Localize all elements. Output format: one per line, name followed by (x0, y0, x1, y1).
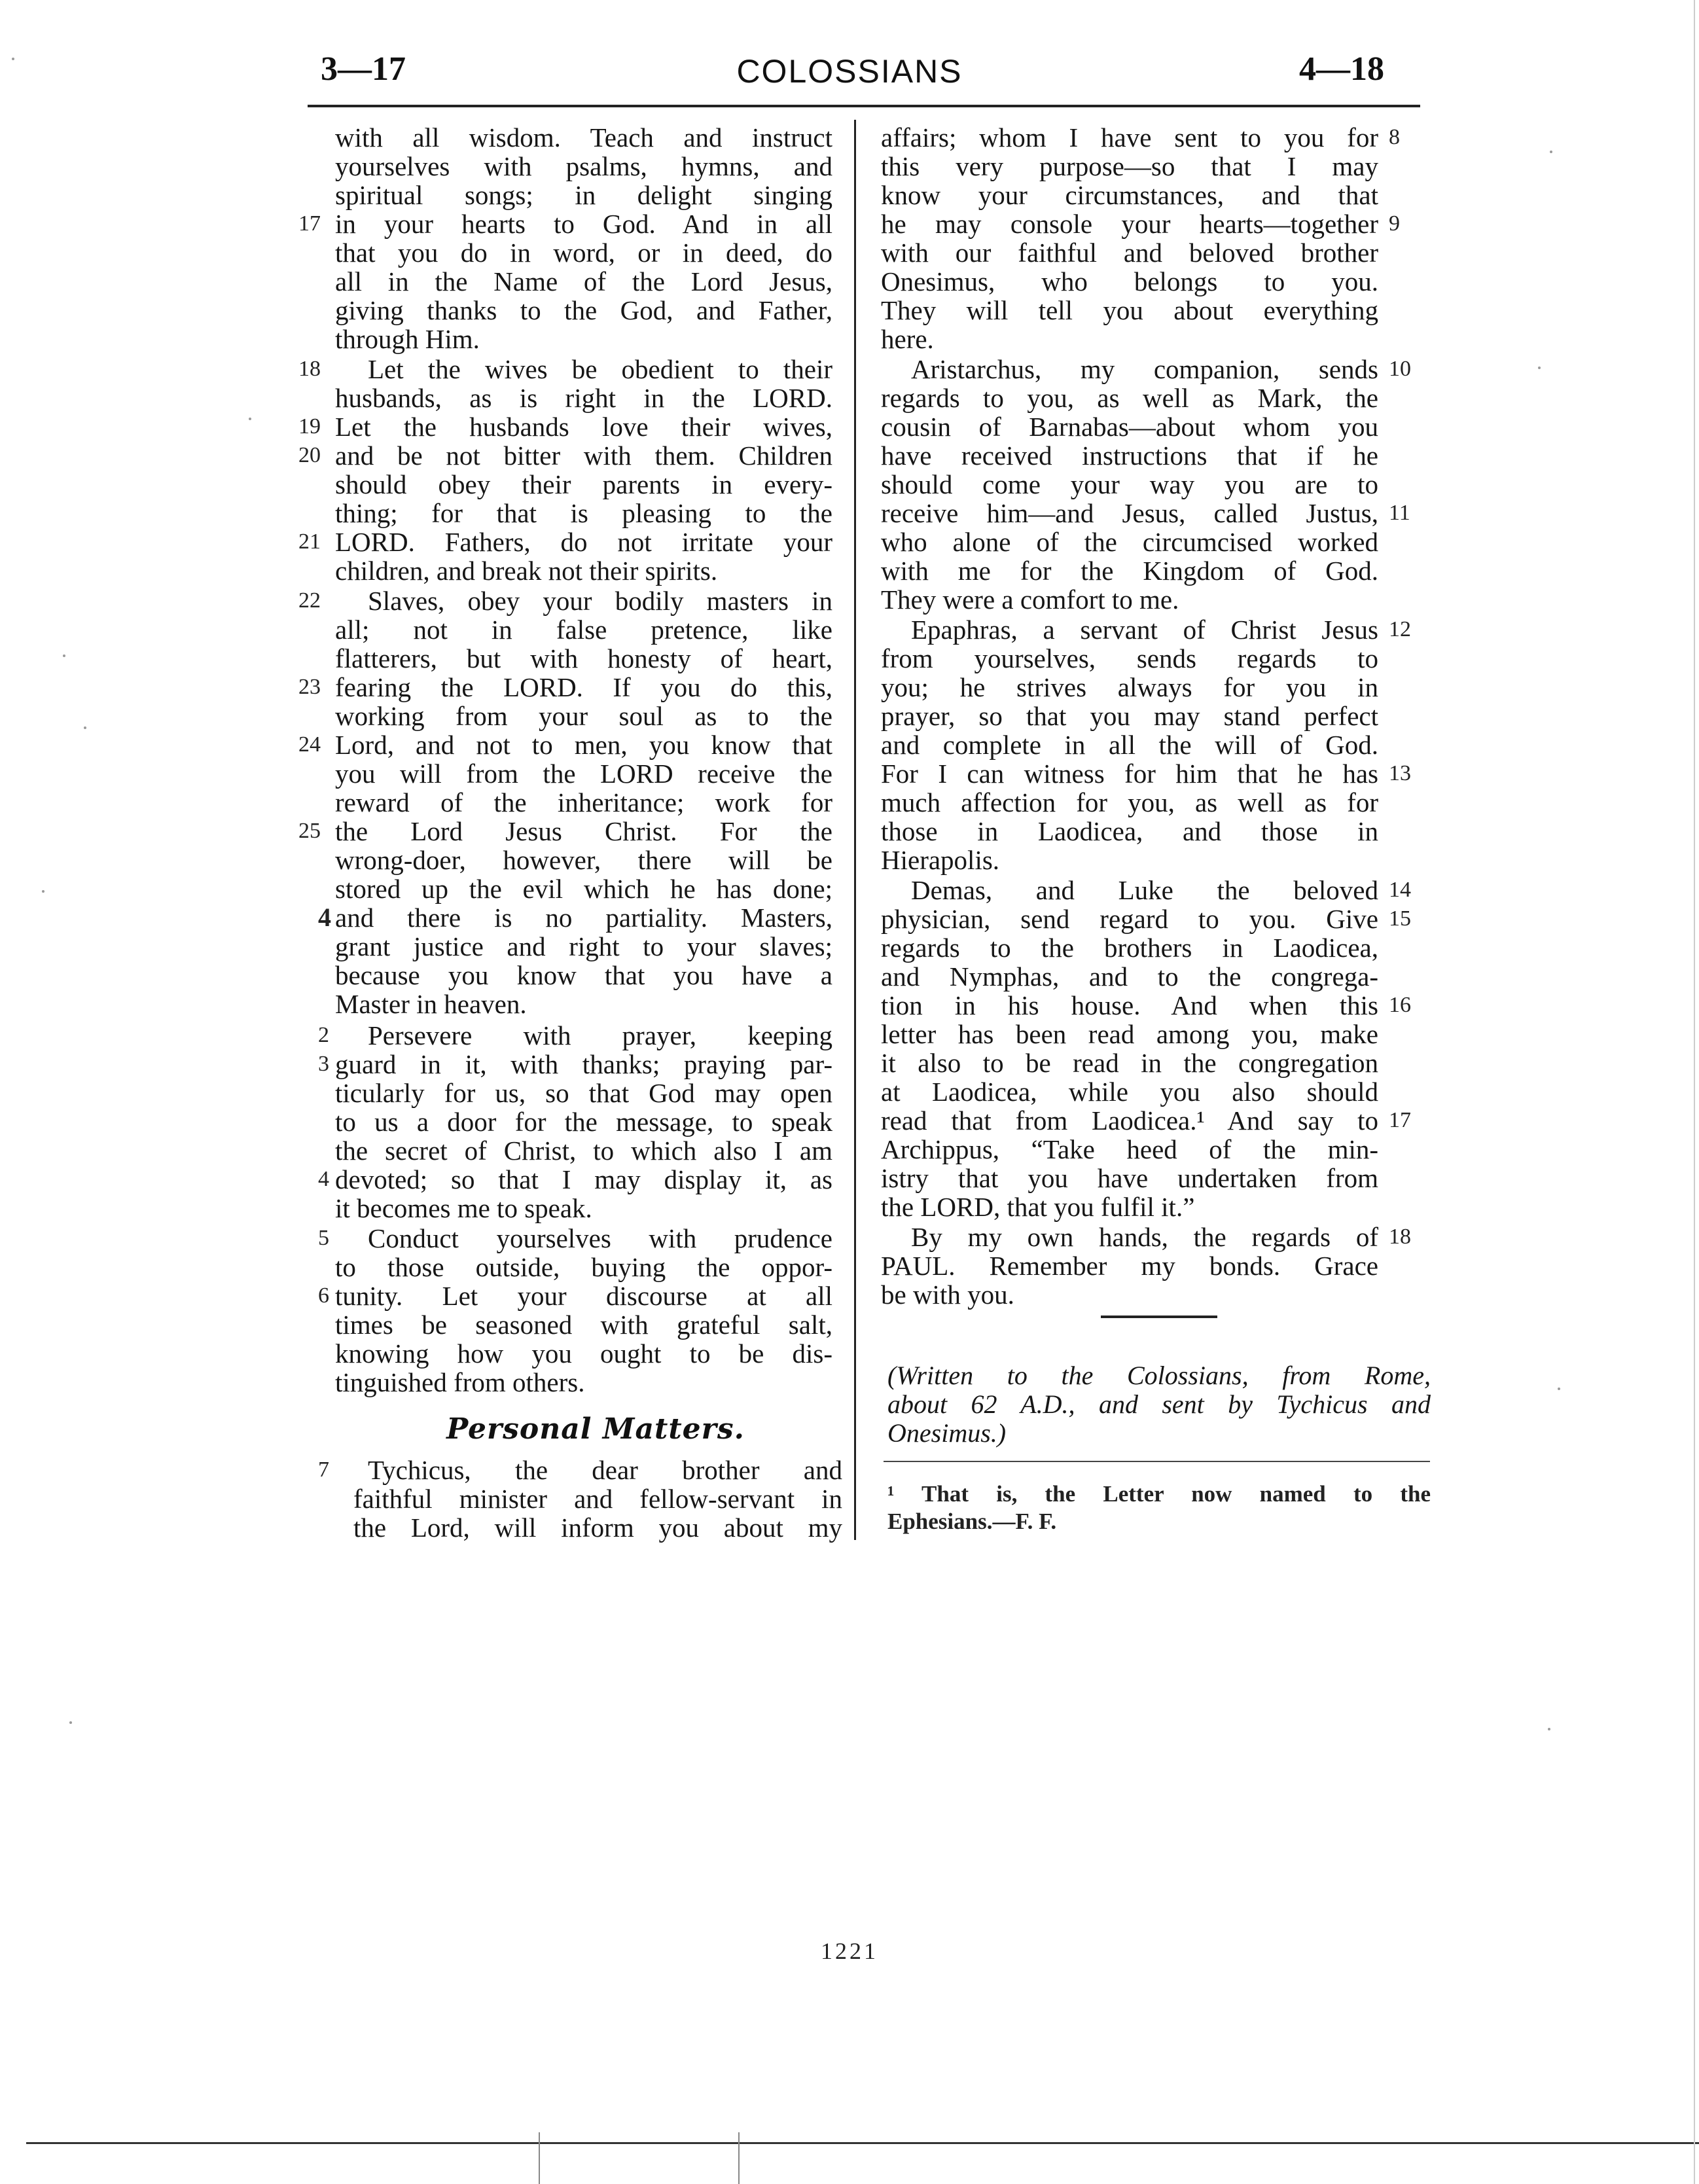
footnote-line: Ephesians.—F. F. (887, 1509, 1057, 1534)
text-line: in your hearts to God. And in all (335, 209, 832, 239)
text-line: should come your way you are to (881, 469, 1378, 499)
text-line: tion in his house. And when this (881, 990, 1378, 1020)
scan-mark (738, 2132, 740, 2184)
scan-speck (12, 58, 14, 60)
text-line: LORD. Fathers, do not irritate your (335, 527, 832, 557)
text-line: and Nymphas, and to the congrega- (881, 961, 1378, 992)
verse-number: 14 (1389, 878, 1411, 902)
text-line: all; not in false pretence, like (335, 615, 832, 645)
verse-number: 21 (298, 529, 321, 554)
text-line: Epaphras, a servant of Christ Jesus (911, 615, 1378, 645)
text-line: physician, send regard to you. Give (881, 904, 1378, 934)
text-line: and complete in all the will of God. (881, 730, 1378, 760)
subscription-line: (Written to the Colossians, from Rome, (887, 1361, 1431, 1390)
text-line: wrong-doer, however, there will be (335, 845, 832, 875)
verse-number: 18 (298, 357, 321, 381)
text-line: know your circumstances, and that (881, 180, 1378, 210)
text-line: children, and break not their spirits. (335, 556, 718, 586)
verse-number: 4 (318, 1167, 329, 1191)
text-line: you will from the LORD receive the (335, 759, 832, 789)
text-line: who alone of the circumcised worked (881, 527, 1378, 557)
text-line: he may console your hearts—together (881, 209, 1378, 239)
text-line: and be not bitter with them. Children (335, 440, 832, 471)
text-line: Demas, and Luke the beloved (911, 875, 1378, 905)
text-line: that you do in word, or in deed, do (335, 238, 832, 268)
text-line: the secret of Christ, to which also I am (335, 1136, 832, 1166)
scan-speck (69, 1721, 72, 1724)
verse-number: 22 (298, 588, 321, 613)
text-line: from yourselves, sends regards to (881, 643, 1378, 673)
verse-number: 7 (318, 1458, 329, 1482)
page-number: 1221 (821, 1938, 878, 1964)
scan-speck (42, 890, 45, 893)
scan-speck (84, 726, 86, 729)
scan-speck (249, 418, 251, 420)
text-line: husbands, as is right in the LORD. (335, 383, 832, 413)
subscription-line: Onesimus.) (887, 1418, 1007, 1448)
text-line: prayer, so that you may stand perfect (881, 701, 1378, 731)
text-line: the Lord Jesus Christ. For the (335, 816, 832, 846)
closing-rule (1101, 1316, 1217, 1318)
text-line: you; he strives always for you in (881, 672, 1378, 702)
text-line: Master in heaven. (335, 989, 527, 1019)
text-line: yourselves with psalms, hymns, and (335, 151, 832, 181)
footnote-rule (884, 1461, 1430, 1462)
verse-number: 10 (1389, 357, 1411, 381)
scan-right-edge (1694, 0, 1695, 2184)
text-line: Let the husbands love their wives, (335, 412, 832, 442)
scan-speck (1538, 367, 1541, 369)
text-line: faithful minister and fellow-servant in (353, 1484, 842, 1514)
text-line: istry that you have undertaken from (881, 1163, 1378, 1193)
text-line: devoted; so that I may display it, as (335, 1164, 832, 1194)
text-line: flatterers, but with honesty of heart, (335, 643, 832, 673)
running-head-left-reference: 3—17 (321, 50, 406, 88)
text-line: regards to you, as well as Mark, the (881, 383, 1378, 413)
verse-number: 6 (318, 1283, 329, 1308)
scan-speck (1550, 151, 1552, 153)
text-line: giving thanks to the God, and Father, (335, 295, 832, 325)
text-line: guard in it, with thanks; praying par- (335, 1049, 832, 1079)
text-line: with our faithful and beloved brother (881, 238, 1378, 268)
text-line: working from your soul as to the (335, 701, 832, 731)
text-line: stored up the evil which he has done; (335, 874, 832, 904)
header-rule (308, 105, 1420, 107)
verse-number: 25 (298, 819, 321, 843)
subscription-line: about 62 A.D., and sent by Tychicus and (887, 1389, 1431, 1419)
text-line: with all wisdom. Teach and instruct (335, 122, 832, 152)
verse-number: 20 (298, 443, 321, 467)
text-line: it also to be read in the congregation (881, 1048, 1378, 1078)
text-line: Conduct yourselves with prudence (368, 1223, 832, 1253)
text-line: Tychicus, the dear brother and (368, 1455, 842, 1485)
text-line: regards to the brothers in Laodicea, (881, 933, 1378, 963)
text-line: tunity. Let your discourse at all (335, 1281, 832, 1311)
text-line: with me for the Kingdom of God. (881, 556, 1378, 586)
verse-number: 12 (1389, 617, 1411, 641)
column-divider (854, 120, 856, 1540)
text-line: Archippus, “Take heed of the min- (881, 1134, 1378, 1164)
verse-number: 13 (1389, 761, 1411, 785)
text-line: fearing the LORD. If you do this, (335, 672, 832, 702)
text-line: times be seasoned with grateful salt, (335, 1310, 832, 1340)
text-line: the LORD, that you fulfil it.” (881, 1192, 1195, 1222)
text-line: Aristarchus, my companion, sends (911, 354, 1378, 384)
verse-number: 24 (298, 732, 321, 757)
verse-number: 9 (1389, 211, 1400, 236)
verse-number: 17 (1389, 1108, 1411, 1132)
text-line: Hierapolis. (881, 845, 1000, 875)
text-line: Let the wives be obedient to their (368, 354, 832, 384)
text-line: tinguished from others. (335, 1367, 585, 1397)
text-line: much affection for you, as well as for (881, 787, 1378, 817)
verse-number: 3 (318, 1052, 329, 1076)
text-line: cousin of Barnabas—about whom you (881, 412, 1378, 442)
scan-bottom-edge (26, 2142, 1699, 2144)
verse-number: 19 (298, 414, 321, 439)
text-line: Persevere with prayer, keeping (368, 1020, 832, 1050)
text-line: receive him—and Jesus, called Justus, (881, 498, 1378, 528)
text-line: Onesimus, who belongs to you. (881, 266, 1378, 296)
text-line: knowing how you ought to be dis- (335, 1338, 832, 1369)
text-line: spiritual songs; in delight singing (335, 180, 832, 210)
text-line: read that from Laodicea.¹ And say to (881, 1105, 1378, 1136)
running-head-book-title: COLOSSIANS (736, 53, 963, 90)
text-line: affairs; whom I have sent to you for (881, 122, 1378, 152)
text-line: Slaves, obey your bodily masters in (368, 586, 832, 616)
verse-number: 5 (318, 1226, 329, 1250)
footnote-line: ¹ That is, the Letter now named to the (887, 1481, 1431, 1507)
text-line: reward of the inheritance; work for (335, 787, 832, 817)
text-line: thing; for that is pleasing to the (335, 498, 832, 528)
text-line: all in the Name of the Lord Jesus, (335, 266, 832, 296)
text-line: letter has been read among you, make (881, 1019, 1378, 1049)
section-heading: Personal Matters. (446, 1412, 745, 1446)
verse-number: 2 (318, 1023, 329, 1047)
text-line: grant justice and right to your slaves; (335, 931, 832, 961)
text-line: Lord, and not to men, you know that (335, 730, 832, 760)
verse-number: 17 (298, 211, 321, 236)
text-line: have received instructions that if he (881, 440, 1378, 471)
text-line: because you know that you have a (335, 960, 832, 990)
text-line: it becomes me to speak. (335, 1193, 592, 1223)
verse-number: 15 (1389, 906, 1411, 931)
scan-speck (63, 654, 65, 657)
text-line: They will tell you about everything (881, 295, 1378, 325)
text-line: here. (881, 324, 934, 354)
text-line: through Him. (335, 324, 480, 354)
text-line: the Lord, will inform you about my (353, 1513, 842, 1543)
running-head-right-reference: 4—18 (1299, 50, 1384, 88)
text-line: to us a door for the message, to speak (335, 1107, 832, 1137)
text-line: For I can witness for him that he has (881, 759, 1378, 789)
scan-speck (1548, 1728, 1550, 1730)
text-line: By my own hands, the regards of (911, 1222, 1378, 1252)
text-line: those in Laodicea, and those in (881, 816, 1378, 846)
verse-number: 18 (1389, 1225, 1411, 1249)
scan-speck (1558, 1387, 1560, 1390)
text-line: They were a comfort to me. (881, 584, 1179, 615)
chapter-number: 4 (318, 903, 331, 932)
verse-number: 16 (1389, 993, 1411, 1017)
scan-mark (539, 2132, 540, 2184)
text-line: be with you. (881, 1280, 1014, 1310)
text-line: to those outside, buying the oppor- (335, 1252, 832, 1282)
text-line: at Laodicea, while you also should (881, 1077, 1378, 1107)
text-line: PAUL. Remember my bonds. Grace (881, 1251, 1378, 1281)
verse-number: 23 (298, 675, 321, 699)
text-line: this very purpose—so that I may (881, 151, 1378, 181)
text-line: and there is no partiality. Masters, (335, 903, 832, 933)
verse-number: 11 (1389, 501, 1410, 525)
text-line: ticularly for us, so that God may open (335, 1078, 832, 1108)
text-line: should obey their parents in every- (335, 469, 832, 499)
verse-number: 8 (1389, 125, 1400, 149)
